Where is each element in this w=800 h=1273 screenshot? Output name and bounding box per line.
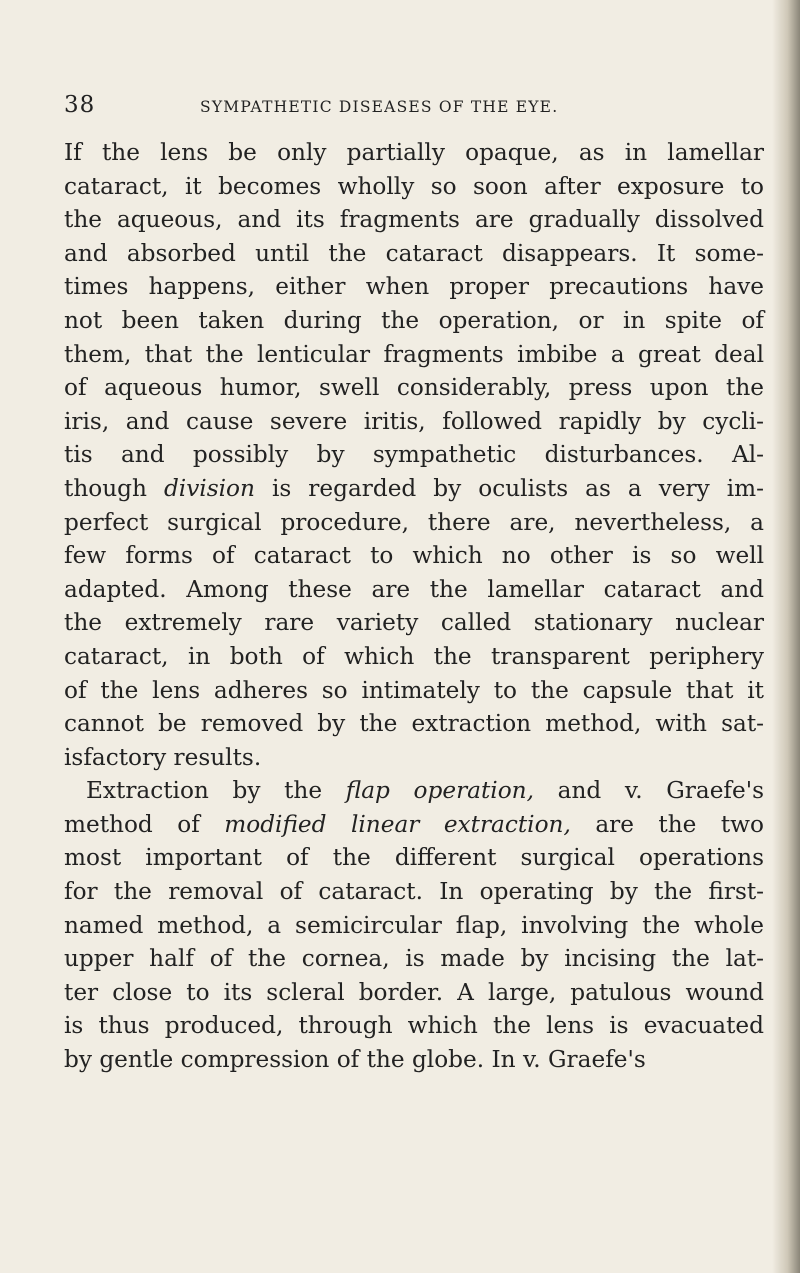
text-span: few forms of cataract to which no other is so well: [64, 542, 764, 570]
text-line: [64, 707, 764, 741]
text-line: [64, 338, 764, 372]
page-header: [64, 92, 764, 122]
text-span: though: [64, 474, 164, 502]
text-span: the aqueous, and its fragments are gradually dissolved: [64, 206, 764, 234]
text-line: [64, 606, 764, 640]
text-line: [64, 170, 764, 204]
text-line: [64, 203, 764, 237]
text-span: is regarded by oculists as a very im-: [254, 474, 764, 502]
text-line: [64, 270, 764, 304]
text-span: and v. Graefe's: [533, 777, 765, 805]
text-line: [64, 841, 764, 875]
text-span: times happens, either when proper precautions have: [64, 273, 764, 301]
italic-term: flap operation,: [345, 777, 534, 805]
text-line: [64, 405, 764, 439]
text-span: by gentle compression of the globe. In v. Graefe's: [64, 1046, 646, 1074]
text-line: [64, 808, 764, 842]
text-line: [64, 438, 764, 472]
body-text: [64, 136, 764, 1077]
text-line: [64, 1009, 764, 1043]
text-line: [64, 640, 764, 674]
text-line: [64, 674, 764, 708]
text-line: [64, 573, 764, 607]
text-span: upper half of the cornea, is made by incising the lat-: [64, 945, 764, 973]
text-span: method of: [64, 810, 225, 838]
text-span: iris, and cause severe iritis, followed rapidly by cycli-: [64, 407, 764, 435]
text-span: them, that the lenticular fragments imbibe a great deal: [64, 340, 764, 368]
page-number: 38: [64, 92, 96, 118]
text-span: most important of the different surgical operations: [64, 844, 764, 872]
running-head: SYMPATHETIC DISEASES OF THE EYE.: [200, 98, 559, 116]
text-span: Extraction by the: [86, 777, 346, 805]
text-span: and absorbed until the cataract disappears. It some-: [64, 239, 764, 267]
text-span: not been taken during the operation, or in spite of: [64, 306, 764, 334]
text-span: cataract, it becomes wholly so soon after exposure to: [64, 172, 764, 200]
italic-term: division: [163, 474, 255, 502]
text-span: are the two: [570, 810, 764, 838]
text-span: of aqueous humor, swell considerably, press upon the: [64, 374, 764, 402]
text-span: cannot be removed by the extraction method, with sat-: [64, 710, 764, 738]
text-span: ter close to its scleral border. A large, patulous wound: [64, 978, 764, 1006]
text-line: [64, 942, 764, 976]
text-span: of the lens adheres so intimately to the capsule that it: [64, 676, 764, 704]
text-span: is thus produced, through which the lens is evacuated: [64, 1012, 764, 1040]
text-span: perfect surgical procedure, there are, nevertheless, a: [64, 508, 764, 536]
text-line: [64, 1043, 764, 1077]
text-line: [64, 136, 764, 170]
text-span: named method, a semicircular flap, involving the whole: [64, 911, 764, 939]
text-line: [64, 539, 764, 573]
text-span: the extremely rare variety called stationary nuclear: [64, 609, 764, 637]
text-line: [64, 472, 764, 506]
text-line: [64, 371, 764, 405]
text-span: adapted. Among these are the lamellar cataract and: [64, 575, 764, 603]
text-line: [64, 909, 764, 943]
text-line: [64, 774, 764, 808]
text-line: [64, 741, 764, 775]
text-span: for the removal of cataract. In operating by the first-: [64, 878, 764, 906]
text-span: isfactory results.: [64, 743, 262, 771]
text-span: cataract, in both of which the transparent periphery: [64, 642, 764, 670]
text-line: [64, 506, 764, 540]
text-line: [64, 976, 764, 1010]
italic-term: modified linear extraction,: [224, 810, 571, 838]
text-line: [64, 237, 764, 271]
page-edge-shadow: [772, 0, 800, 1273]
text-line: [64, 875, 764, 909]
text-line: [64, 304, 764, 338]
text-span: If the lens be only partially opaque, as in lamellar: [64, 139, 764, 166]
text-span: tis and possibly by sympathetic disturbances. Al-: [64, 441, 764, 469]
